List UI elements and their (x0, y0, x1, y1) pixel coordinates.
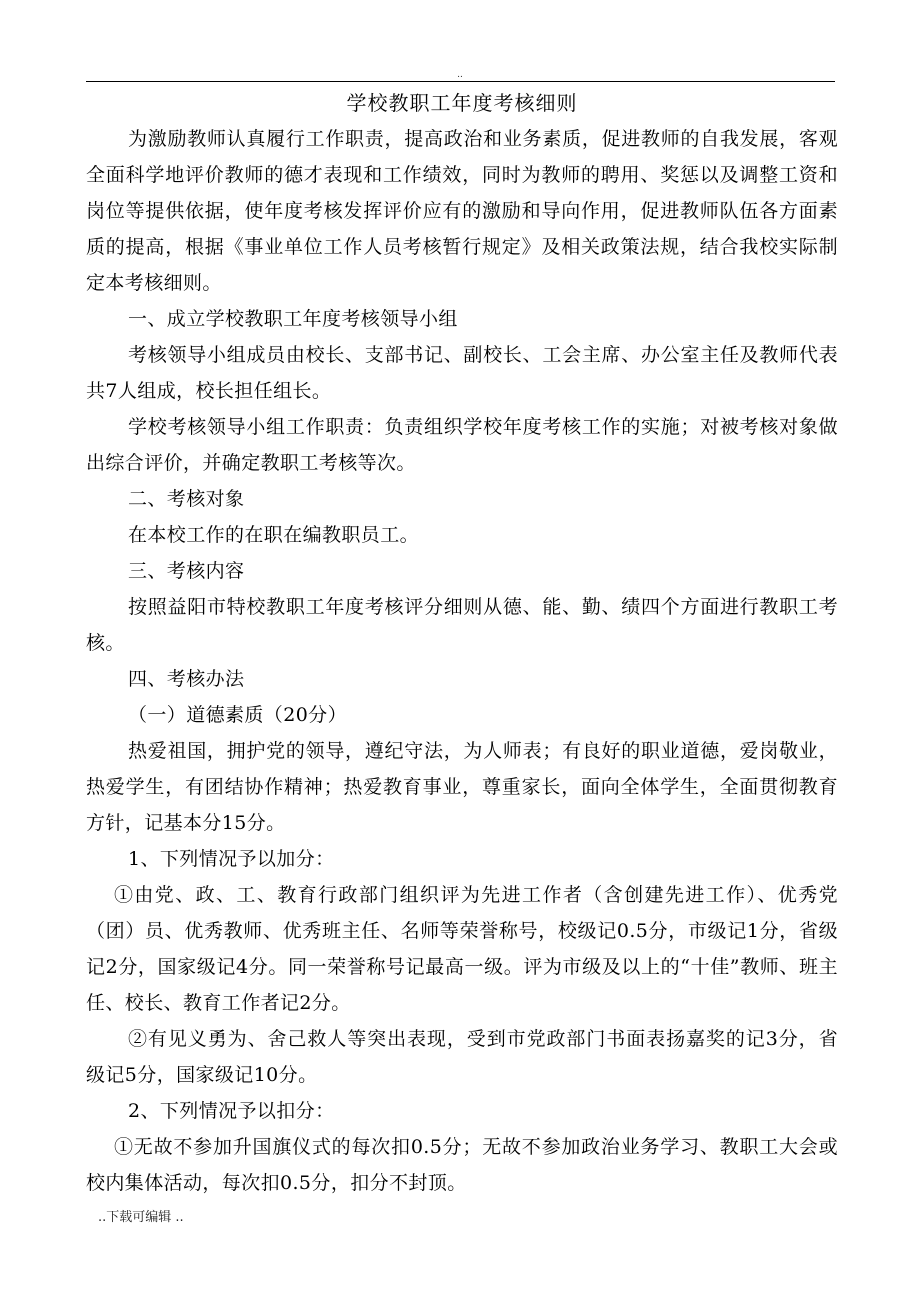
section-heading-3: 三、考核内容 (128, 560, 245, 582)
document-body (86, 85, 838, 1201)
footer-note: ..下载可编辑 .. (98, 1210, 184, 1225)
document-title: 学校教职工年度考核细则 (346, 91, 578, 115)
paragraph-moral-base: 热爱祖国，拥护党的领导，遵纪守法，为人师表；有良好的职业道德，爱岗敬业，热爱学生，有团结协作精神；热爱教育事业，尊重家长，面向全体学生，全面贯彻教育方针，记基本分15分。 (86, 740, 838, 834)
header-mark: .. (457, 70, 463, 80)
list-heading-bonus: 1、下列情况予以加分： (128, 848, 335, 870)
section-heading-4: 四、考核办法 (128, 668, 245, 690)
list-item-bonus-honors: ①由党、政、工、教育行政部门组织评为先进工作者（含创建先进工作）、优秀党（团）员、优秀教师、优秀班主任、名师等荣誉称号，校级记0.5分，市级记1分，省级记2分，国家级记4分。同一荣誉称号记最高一级。评为市级及以上的“十佳”教师、班主任、校长、教育工作者记2分。 (86, 884, 838, 1014)
list-item-bonus-bravery: ②有见义勇为、舍己救人等突出表现，受到市党政部门书面表扬嘉奖的记3分，省级记5分，国家级记10分。 (86, 1028, 838, 1086)
paragraph-leadership-members: 考核领导小组成员由校长、支部书记、副校长、工会主席、办公室主任及教师代表共7人组成，校长担任组长。 (86, 344, 838, 402)
list-item-deduction-absence: ①无故不参加升国旗仪式的每次扣0.5分；无故不参加政治业务学习、教职工大会或校内集体活动，每次扣0.5分，扣分不封顶。 (86, 1136, 838, 1194)
paragraph-leadership-duties: 学校考核领导小组工作职责：负责组织学校年度考核工作的实施；对被考核对象做出综合评价，并确定教职工考核等次。 (86, 416, 838, 474)
paragraph-assessment-content: 按照益阳市特校教职工年度考核评分细则从德、能、勤、绩四个方面进行教职工考核。 (86, 596, 838, 654)
paragraph-assessment-targets: 在本校工作的在职在编教职员工。 (128, 524, 420, 546)
header-rule (86, 81, 835, 82)
paragraph-intro: 为激励教师认真履行工作职责，提高政治和业务素质，促进教师的自我发展，客观全面科学地评价教师的德才表现和工作绩效，同时为教师的聘用、奖惩以及调整工资和岗位等提供依据，使年度考核发挥评价应有的激励和导向作用，促进教师队伍各方面素质的提高，根据《事业单位工作人员考核暂行规定》及相关政策法规，结合我校实际制定本考核细则。 (86, 128, 838, 294)
list-heading-deduction: 2、下列情况予以扣分： (128, 1100, 335, 1122)
section-heading-1: 一、成立学校教职工年度考核领导小组 (128, 308, 458, 330)
section-heading-2: 二、考核对象 (128, 488, 245, 510)
subsection-heading-moral: （一）道德素质（20分） (128, 704, 347, 726)
